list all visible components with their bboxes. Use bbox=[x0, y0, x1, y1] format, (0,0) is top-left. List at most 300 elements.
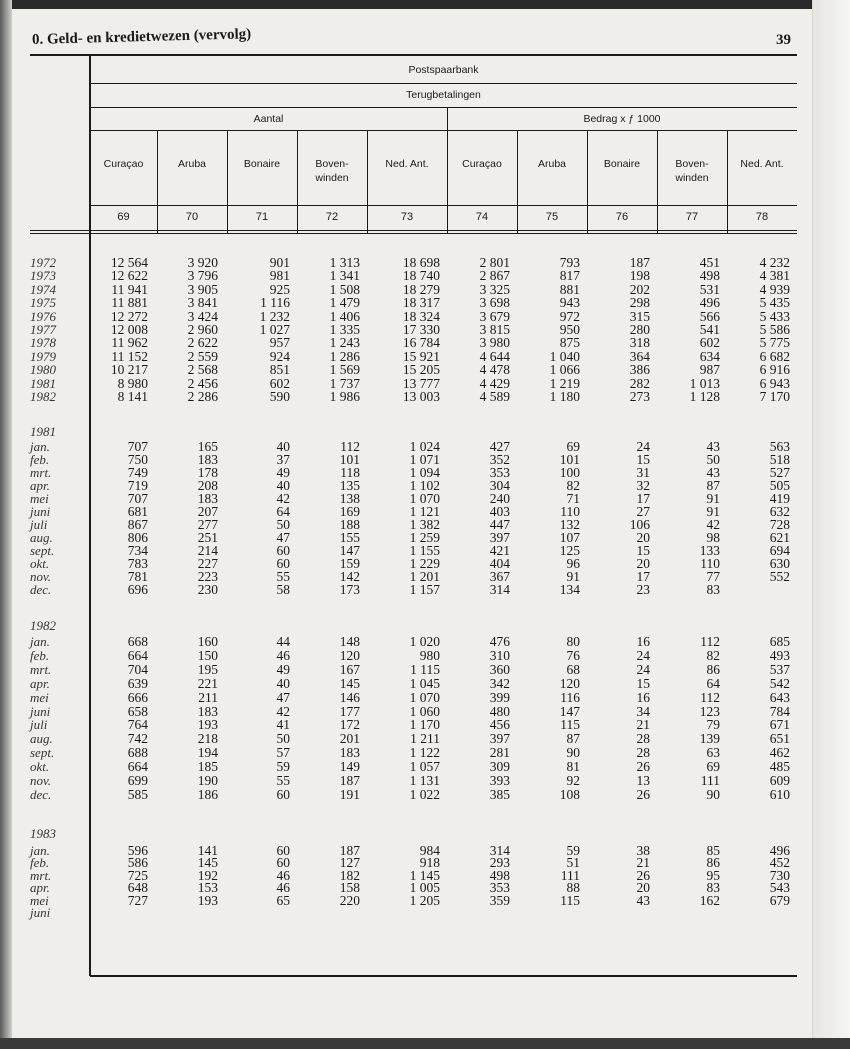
column-header: Curaçao bbox=[103, 158, 144, 170]
table-cell: 1 155 bbox=[409, 543, 440, 558]
table-cell: 15 921 bbox=[402, 348, 440, 364]
table-cell: 47 bbox=[276, 530, 290, 545]
table-cell: 115 bbox=[560, 892, 580, 908]
table-cell: 694 bbox=[769, 543, 790, 558]
row-label: mrt. bbox=[30, 465, 52, 480]
table-cell: 87 bbox=[706, 478, 720, 493]
table-cell: 80 bbox=[566, 634, 580, 649]
table-cell: 393 bbox=[489, 773, 510, 788]
table-cell: 77 bbox=[706, 569, 720, 584]
table-cell: 64 bbox=[276, 504, 290, 519]
table-cell: 397 bbox=[489, 530, 510, 545]
table-cell: 42 bbox=[276, 703, 290, 719]
row-label: nov. bbox=[30, 773, 52, 788]
table-cell: 4 939 bbox=[759, 281, 790, 297]
table-cell: 82 bbox=[706, 647, 720, 663]
table-cell: 1 341 bbox=[329, 268, 360, 284]
header-rule bbox=[90, 83, 797, 84]
table-cell: 11 941 bbox=[111, 281, 148, 297]
table-cell: 44 bbox=[276, 634, 290, 649]
table-cell: 851 bbox=[269, 362, 290, 378]
table-bottom-rule bbox=[90, 975, 797, 977]
table-cell: 18 698 bbox=[402, 255, 440, 270]
table-cell: 273 bbox=[629, 389, 650, 404]
table-cell: 552 bbox=[769, 569, 790, 584]
table-cell: 118 bbox=[340, 465, 360, 480]
table-cell: 984 bbox=[419, 843, 440, 858]
table-cell: 671 bbox=[769, 717, 790, 733]
table-cell: 76 bbox=[566, 647, 580, 663]
table-cell: 68 bbox=[566, 661, 580, 677]
row-label: 1979 bbox=[30, 348, 56, 364]
table-cell: 6 943 bbox=[759, 375, 790, 391]
table-cell: 4 429 bbox=[479, 375, 510, 391]
table-cell: 1 406 bbox=[329, 308, 360, 324]
table-cell: 541 bbox=[699, 322, 720, 337]
table-cell: 11 962 bbox=[111, 335, 148, 351]
table-cell: 639 bbox=[127, 675, 148, 691]
table-cell: 1 232 bbox=[259, 308, 290, 324]
table-cell: 110 bbox=[560, 504, 580, 519]
table-cell: 634 bbox=[699, 348, 720, 364]
table-cell: 543 bbox=[769, 880, 790, 896]
table-cell: 223 bbox=[197, 569, 218, 584]
table-cell: 1 219 bbox=[549, 375, 580, 391]
table-cell: 198 bbox=[629, 268, 650, 284]
row-label: jan. bbox=[30, 634, 50, 649]
table-cell: 386 bbox=[629, 362, 650, 378]
table-cell: 18 324 bbox=[402, 308, 440, 324]
table-cell: 221 bbox=[197, 675, 218, 691]
table-cell: 111 bbox=[700, 773, 720, 788]
column-header: Bonaire bbox=[603, 158, 641, 170]
table-cell: 190 bbox=[197, 773, 218, 788]
table-cell: 172 bbox=[339, 717, 360, 733]
row-label: 1973 bbox=[30, 268, 56, 284]
table-cell: 187 bbox=[339, 773, 360, 788]
table-cell: 8 980 bbox=[117, 375, 148, 391]
table-cell: 10 217 bbox=[110, 362, 148, 378]
column-number: 69 bbox=[117, 211, 130, 223]
table-cell: 155 bbox=[339, 530, 360, 545]
table-cell: 60 bbox=[276, 556, 290, 571]
table-cell: 178 bbox=[197, 465, 218, 480]
table-cell: 1 070 bbox=[409, 491, 440, 506]
table-cell: 148 bbox=[339, 634, 360, 649]
table-cell: 924 bbox=[269, 348, 290, 364]
table-cell: 13 003 bbox=[402, 389, 440, 404]
table-cell: 749 bbox=[127, 465, 148, 480]
header-bottom-rule bbox=[30, 233, 797, 234]
row-label: dec. bbox=[30, 786, 52, 802]
table-cell: 1 066 bbox=[549, 362, 580, 378]
table-cell: 92 bbox=[566, 773, 580, 788]
row-label: feb. bbox=[30, 452, 50, 467]
table-cell: 28 bbox=[636, 731, 650, 747]
table-cell: 142 bbox=[339, 569, 360, 584]
row-label: aug. bbox=[30, 530, 53, 545]
table-cell: 342 bbox=[489, 675, 510, 691]
table-cell: 55 bbox=[276, 569, 290, 584]
table-cell: 727 bbox=[127, 892, 148, 908]
row-label: juli bbox=[30, 517, 48, 532]
table-cell: 145 bbox=[339, 675, 360, 691]
table-cell: 86 bbox=[706, 661, 720, 677]
table-cell: 46 bbox=[276, 647, 290, 663]
table-cell: 2 801 bbox=[479, 255, 510, 270]
table-cell: 50 bbox=[276, 517, 290, 532]
table-cell: 18 279 bbox=[402, 281, 440, 297]
table-cell: 71 bbox=[566, 491, 580, 506]
table-cell: 1 060 bbox=[409, 703, 440, 719]
table-cell: 385 bbox=[489, 786, 510, 802]
table-cell: 3 920 bbox=[187, 255, 218, 270]
table-cell: 17 330 bbox=[402, 322, 440, 337]
table-cell: 314 bbox=[489, 582, 510, 597]
table-cell: 817 bbox=[559, 268, 580, 284]
table-cell: 421 bbox=[489, 543, 510, 558]
table-cell: 5 775 bbox=[759, 335, 790, 351]
table-cell: 1 115 bbox=[410, 661, 440, 677]
table-cell: 447 bbox=[489, 517, 510, 532]
section-year-label: 1983 bbox=[30, 826, 56, 841]
table-cell: 59 bbox=[566, 843, 580, 858]
table-cell: 742 bbox=[127, 731, 148, 747]
table-cell: 585 bbox=[127, 786, 148, 802]
table-cell: 162 bbox=[699, 892, 720, 908]
row-label: jan. bbox=[30, 439, 50, 454]
column-header: Boven- winden bbox=[315, 158, 349, 184]
row-label: feb. bbox=[30, 855, 50, 871]
table-cell: 3 424 bbox=[187, 308, 218, 324]
table-cell: 1 211 bbox=[410, 731, 440, 747]
row-label: mei bbox=[30, 491, 49, 506]
table-cell: 696 bbox=[127, 582, 148, 597]
table-cell: 193 bbox=[197, 892, 218, 908]
table-cell: 318 bbox=[629, 335, 650, 351]
row-label: 1982 bbox=[30, 389, 56, 404]
table-cell: 505 bbox=[769, 478, 790, 493]
table-cell: 112 bbox=[700, 689, 720, 705]
row-label: aug. bbox=[30, 731, 53, 747]
table-cell: 96 bbox=[566, 556, 580, 571]
table-cell: 704 bbox=[127, 661, 148, 677]
table-cell: 177 bbox=[339, 703, 360, 719]
row-label: juni bbox=[30, 905, 51, 920]
table-cell: 88 bbox=[566, 880, 580, 896]
table-cell: 202 bbox=[629, 281, 650, 297]
row-label: apr. bbox=[30, 880, 50, 896]
table-cell: 145 bbox=[197, 855, 218, 871]
table-cell: 1 737 bbox=[329, 375, 360, 391]
table-cell: 419 bbox=[769, 491, 790, 506]
row-label: jan. bbox=[30, 843, 50, 858]
table-cell: 806 bbox=[127, 530, 148, 545]
table-cell: 251 bbox=[197, 530, 218, 545]
table-cell: 685 bbox=[769, 634, 790, 649]
table-cell: 90 bbox=[566, 745, 580, 761]
table-cell: 353 bbox=[489, 465, 510, 480]
table-cell: 901 bbox=[269, 255, 290, 270]
table-cell: 1 508 bbox=[329, 281, 360, 297]
table-cell: 4 478 bbox=[479, 362, 510, 378]
table-cell: 187 bbox=[629, 255, 650, 270]
table-cell: 2 559 bbox=[187, 348, 218, 364]
table-cell: 24 bbox=[636, 439, 650, 454]
table-cell: 57 bbox=[276, 745, 290, 761]
table-cell: 1 382 bbox=[409, 517, 440, 532]
row-label: mei bbox=[30, 689, 49, 705]
table-cell: 1 040 bbox=[549, 348, 580, 364]
table-cell: 98 bbox=[706, 530, 720, 545]
table-cell: 1 045 bbox=[409, 675, 440, 691]
table-cell: 65 bbox=[276, 892, 290, 908]
table-cell: 110 bbox=[700, 556, 720, 571]
table-cell: 1 027 bbox=[259, 322, 290, 337]
table-cell: 15 205 bbox=[402, 362, 440, 378]
table-cell: 107 bbox=[559, 530, 580, 545]
table-cell: 132 bbox=[559, 517, 580, 532]
table-cell: 719 bbox=[127, 478, 148, 493]
table-cell: 734 bbox=[127, 543, 148, 558]
table-cell: 240 bbox=[489, 491, 510, 506]
table-cell: 3 325 bbox=[479, 281, 510, 297]
table-cell: 943 bbox=[559, 295, 580, 311]
table-cell: 280 bbox=[629, 322, 650, 337]
table-cell: 304 bbox=[489, 478, 510, 493]
header-bedrag: Bedrag x ƒ 1000 bbox=[583, 113, 661, 125]
table-cell: 493 bbox=[769, 647, 790, 663]
table-cell: 13 bbox=[636, 773, 650, 788]
table-cell: 16 bbox=[636, 689, 650, 705]
table-cell: 90 bbox=[706, 786, 720, 802]
column-number: 77 bbox=[685, 211, 699, 223]
table-cell: 648 bbox=[127, 880, 148, 896]
table-cell: 15 bbox=[636, 675, 650, 691]
table-cell: 310 bbox=[489, 647, 510, 663]
table-cell: 664 bbox=[127, 647, 148, 663]
table-cell: 91 bbox=[706, 504, 720, 519]
table-cell: 451 bbox=[699, 255, 720, 270]
table-cell: 42 bbox=[706, 517, 720, 532]
table-cell: 91 bbox=[566, 569, 580, 584]
table-cell: 192 bbox=[197, 867, 218, 883]
table-cell: 120 bbox=[339, 647, 360, 663]
table-cell: 208 bbox=[197, 478, 218, 493]
table-cell: 542 bbox=[769, 675, 790, 691]
table-cell: 972 bbox=[559, 308, 580, 324]
table-cell: 64 bbox=[706, 675, 720, 691]
header-rule bbox=[90, 205, 797, 206]
table-cell: 875 bbox=[559, 335, 580, 351]
table-cell: 881 bbox=[559, 281, 580, 297]
header-rule bbox=[90, 130, 797, 131]
table-cell: 95 bbox=[706, 867, 720, 883]
table-cell: 12 564 bbox=[110, 255, 148, 270]
table-cell: 112 bbox=[340, 439, 360, 454]
table-cell: 43 bbox=[636, 892, 650, 908]
table-cell: 632 bbox=[769, 504, 790, 519]
table-cell: 13 777 bbox=[402, 375, 440, 391]
table-cell: 784 bbox=[769, 703, 790, 719]
table-cell: 566 bbox=[699, 308, 720, 324]
table-cell: 728 bbox=[769, 517, 790, 532]
table-cell: 480 bbox=[489, 703, 510, 719]
table-cell: 563 bbox=[769, 439, 790, 454]
table-cell: 24 bbox=[636, 661, 650, 677]
table-cell: 4 232 bbox=[759, 255, 790, 270]
row-label: dec. bbox=[30, 582, 52, 597]
table-cell: 4 644 bbox=[479, 348, 510, 364]
table-cell: 188 bbox=[339, 517, 360, 532]
table-cell: 353 bbox=[489, 880, 510, 896]
table-cell: 153 bbox=[197, 880, 218, 896]
table-cell: 51 bbox=[566, 855, 580, 871]
scan-bottom-edge bbox=[0, 1038, 850, 1049]
table-cell: 43 bbox=[706, 465, 720, 480]
table-cell: 1 102 bbox=[409, 478, 440, 493]
table-cell: 1 145 bbox=[409, 867, 440, 883]
table-cell: 3 980 bbox=[479, 335, 510, 351]
table-cell: 315 bbox=[629, 308, 650, 324]
table-cell: 160 bbox=[197, 634, 218, 649]
table-cell: 918 bbox=[419, 855, 440, 871]
row-label: mrt. bbox=[30, 661, 52, 677]
table-cell: 1 201 bbox=[409, 569, 440, 584]
table-cell: 16 bbox=[636, 634, 650, 649]
table-cell: 498 bbox=[699, 268, 720, 284]
table-cell: 602 bbox=[699, 335, 720, 351]
section-year-label: 1981 bbox=[30, 424, 56, 439]
row-label: 1974 bbox=[30, 281, 56, 297]
row-label: mei bbox=[30, 892, 49, 908]
table-cell: 183 bbox=[197, 452, 218, 467]
table-cell: 138 bbox=[339, 491, 360, 506]
row-label: 1980 bbox=[30, 362, 56, 378]
table-cell: 2 867 bbox=[479, 268, 510, 284]
table-cell: 81 bbox=[566, 759, 580, 775]
table-cell: 314 bbox=[489, 843, 510, 858]
table-cell: 17 bbox=[636, 569, 650, 584]
table-cell: 498 bbox=[489, 867, 510, 883]
table-cell: 630 bbox=[769, 556, 790, 571]
table-cell: 596 bbox=[127, 843, 148, 858]
table-cell: 496 bbox=[769, 843, 790, 858]
row-label: juli bbox=[30, 717, 48, 733]
table-cell: 750 bbox=[127, 452, 148, 467]
table-cell: 399 bbox=[489, 689, 510, 705]
column-number: 73 bbox=[400, 211, 414, 223]
table-cell: 115 bbox=[560, 717, 580, 733]
row-label: okt. bbox=[30, 759, 50, 775]
row-label: okt. bbox=[30, 556, 50, 571]
table-cell: 60 bbox=[276, 843, 290, 858]
table-cell: 101 bbox=[339, 452, 360, 467]
table-cell: 3 905 bbox=[187, 281, 218, 297]
row-label: apr. bbox=[30, 675, 50, 691]
row-label: 1981 bbox=[30, 375, 56, 391]
column-header: Bonaire bbox=[243, 158, 281, 170]
table-cell: 367 bbox=[489, 569, 510, 584]
table-cell: 191 bbox=[339, 786, 360, 802]
table-cell: 282 bbox=[629, 375, 650, 391]
table-cell: 651 bbox=[769, 731, 790, 747]
table-cell: 58 bbox=[276, 582, 290, 597]
table-cell: 40 bbox=[276, 478, 290, 493]
table-cell: 586 bbox=[127, 855, 148, 871]
table-cell: 277 bbox=[197, 517, 218, 532]
table-cell: 37 bbox=[276, 452, 290, 467]
table-cell: 50 bbox=[706, 452, 720, 467]
table-cell: 397 bbox=[489, 731, 510, 747]
table-cell: 293 bbox=[489, 855, 510, 871]
row-label: 1976 bbox=[30, 308, 56, 324]
table-cell: 476 bbox=[489, 634, 510, 649]
table-cell: 281 bbox=[489, 745, 510, 761]
table-cell: 4 381 bbox=[759, 268, 790, 284]
table-cell: 981 bbox=[269, 268, 290, 284]
table-cell: 16 784 bbox=[402, 335, 440, 351]
table-cell: 950 bbox=[559, 322, 580, 337]
column-header: Aruba bbox=[537, 158, 567, 170]
table-cell: 211 bbox=[198, 689, 218, 705]
column-number: 72 bbox=[325, 211, 339, 223]
table-cell: 15 bbox=[636, 543, 650, 558]
column-number: 76 bbox=[615, 211, 629, 223]
table-cell: 527 bbox=[769, 465, 790, 480]
table-cell: 18 317 bbox=[402, 295, 440, 311]
table-cell: 147 bbox=[339, 543, 360, 558]
table-cell: 462 bbox=[769, 745, 790, 761]
header-aantal: Aantal bbox=[253, 113, 284, 125]
table-cell: 6 916 bbox=[759, 362, 790, 378]
table-cell: 116 bbox=[560, 689, 580, 705]
header-postspaarbank: Postspaarbank bbox=[408, 64, 479, 76]
table-cell: 194 bbox=[197, 745, 218, 761]
table-cell: 20 bbox=[636, 556, 650, 571]
table-cell: 193 bbox=[197, 717, 218, 733]
table-cell: 3 815 bbox=[479, 322, 510, 337]
table-cell: 3 698 bbox=[479, 295, 510, 311]
table-cell: 1 205 bbox=[409, 892, 440, 908]
table-cell: 167 bbox=[339, 661, 360, 677]
table-cell: 201 bbox=[339, 731, 360, 747]
scan-left-edge bbox=[0, 0, 12, 1049]
table-cell: 364 bbox=[629, 348, 650, 364]
table-cell: 100 bbox=[559, 465, 580, 480]
table-cell: 1 180 bbox=[549, 389, 580, 404]
column-number: 70 bbox=[185, 211, 199, 223]
table-cell: 8 141 bbox=[117, 389, 148, 404]
header-terugbetalingen: Terugbetalingen bbox=[406, 89, 481, 101]
table-cell: 1 024 bbox=[409, 439, 440, 454]
row-label: feb. bbox=[30, 647, 50, 663]
table-cell: 42 bbox=[276, 491, 290, 506]
table-cell: 79 bbox=[706, 717, 720, 733]
table-cell: 17 bbox=[636, 491, 650, 506]
table-cell: 658 bbox=[127, 703, 148, 719]
table-cell: 85 bbox=[706, 843, 720, 858]
table-cell: 681 bbox=[127, 504, 148, 519]
table-cell: 12 622 bbox=[110, 268, 148, 284]
column-number: 75 bbox=[545, 211, 559, 223]
table-cell: 220 bbox=[339, 892, 360, 908]
table-cell: 21 bbox=[636, 855, 650, 871]
table-cell: 1 128 bbox=[689, 389, 720, 404]
table-cell: 12 272 bbox=[110, 308, 148, 324]
table-cell: 133 bbox=[699, 543, 720, 558]
table-cell: 112 bbox=[700, 634, 720, 649]
